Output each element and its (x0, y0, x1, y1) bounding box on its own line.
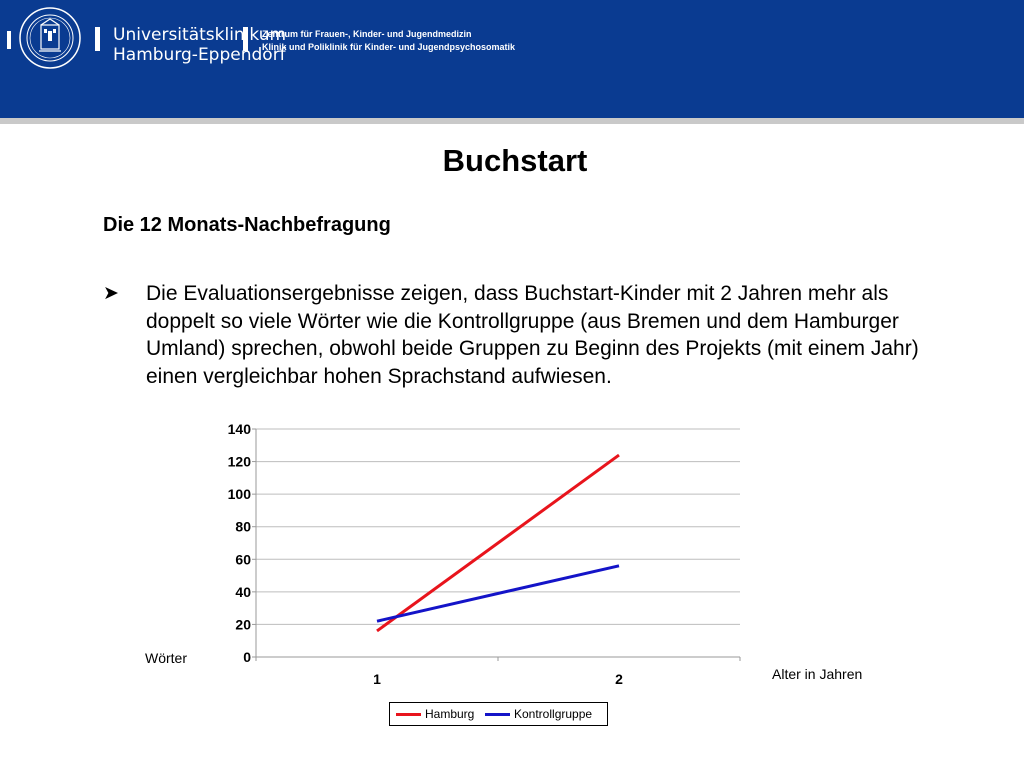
university-name-line2: Hamburg-Eppendorf (113, 45, 286, 65)
y-tick-label: 40 (235, 583, 251, 600)
university-name-line1: Universitätsklinikum (113, 25, 287, 45)
legend-swatch-hamburg (396, 713, 421, 716)
x-tick-label: 2 (615, 671, 623, 687)
y-tick-label: 80 (235, 518, 251, 535)
legend-label-hamburg: Hamburg (425, 707, 475, 721)
x-axis-label: Alter in Jahren (772, 666, 863, 682)
y-tick-label: 120 (227, 453, 251, 470)
legend-item-hamburg (396, 707, 474, 721)
centre-name-line2: Klinik und Poliklinik für Kinder- und Jugendpsychosomatik (262, 42, 516, 52)
y-tick-label: 0 (243, 649, 251, 665)
legend-item-kontrollgruppe (485, 707, 592, 721)
arrowhead-bullet-icon: ➤ (103, 283, 119, 304)
legend-swatch-kontrollgruppe (485, 713, 510, 716)
chart-legend (389, 702, 608, 726)
y-tick-label: 20 (235, 616, 251, 633)
slide-title: Buchstart (442, 143, 588, 178)
y-tick-label: 60 (235, 551, 251, 568)
series-line-kontrollgruppe (377, 566, 619, 621)
y-axis-label: Wörter (145, 650, 187, 666)
x-tick-label: 1 (373, 671, 381, 687)
y-tick-label: 140 (227, 421, 251, 437)
centre-name-line1: Zentrum für Frauen-, Kinder- und Jugendmedizin (262, 29, 472, 39)
y-tick-label: 100 (227, 486, 251, 503)
bullet-text: Die Evaluationsergebnisse zeigen, dass Buchstart-Kinder mit 2 Jahren mehr als doppelt so viele Wörter wie die Kontrollgruppe (aus Bremen und dem Hamburger Umland) sprechen, obwohl beide Gruppen zu Beginn des Projekts (mit einem Jahr) einen vergleichbar hohen Sprachstand aufwiesen. (146, 282, 919, 388)
series-line-hamburg (377, 455, 619, 631)
legend-label-kontrollgruppe: Kontrollgruppe (514, 707, 593, 721)
slide-subtitle: Die 12 Monats-Nachbefragung (103, 214, 391, 236)
